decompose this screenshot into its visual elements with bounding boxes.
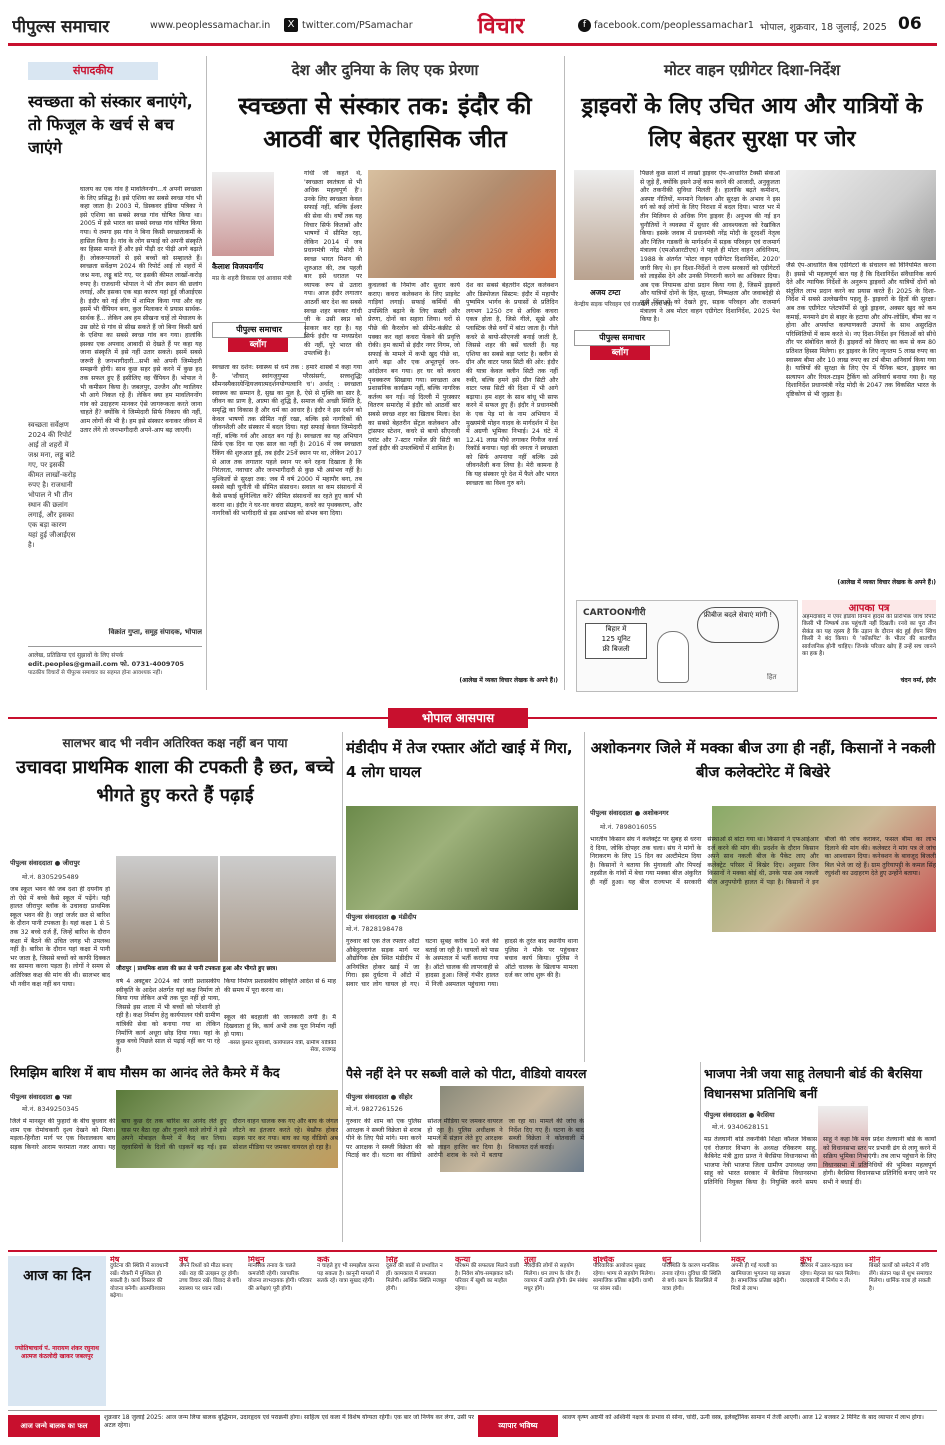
bhopal-section-label: भोपाल आसपास <box>388 708 528 728</box>
vyapar-text: श्रावण कृष्ण अष्टमी को अश्विनी नक्षत्र के प्रभाव से सोना, चांदी, ऊनी वस्त्र, इलेक्ट्रॉनिक सामान में तेजी आएगी। आज 12 बजकर 2 मिनिट के बाद व्यापार में लाभ होगा। <box>562 1414 924 1421</box>
horoscope-sign <box>731 1256 795 1366</box>
horoscope-sign <box>317 1256 381 1366</box>
horoscope-sign-name: वृष <box>179 1256 189 1264</box>
story2-brand: पीपुल्स समाचार <box>574 330 670 346</box>
editorial-footer-disclaimer: पाठकीय विचारों से पीपुल्स समाचार का सहमत होना आवश्यक नहीं। <box>28 670 163 676</box>
divider <box>206 56 207 690</box>
story1-headline: स्वच्छता से संस्कार तक: इंदौर की आठवीं बार ऐतिहासिक जीत <box>238 92 532 153</box>
horoscope-astrologer: ज्योतिषाचार्य पं. नारायण शंकर रघुनाथ आत्मज कंठलोदी खाकर जबलपुर <box>15 1345 99 1360</box>
story1-col-c: कुचलकों के निर्माण और सुधार कार्य कराए। कचरा कलेक्शन के लिए प्राइवेट गाड़ियां लगाई। सफाई कर्मियों की उपस्थिति बढ़ाने के लिए सख्ती और प्रेरणा, दोनों का सहारा लिया। घरों से पीछे की कैरलोन को सीमेंट-कंक्रीट से पक्का कर वहां कचरा फेंकने की प्रवृत्ति रोकी। हम कामों से इंदौर नगर निगम, जो सफाई के मामले में कभी खुद पीछे था, आगे बढ़ा और एक अभूतपूर्व जन-आंदोलन बन गया। हर घर को कचरा पृथक्करण सिखाया गया। स्वच्छता अब प्रशासनिक कार्यक्रम नहीं, बल्कि नागरिक कर्तव्य बन गई। नई दिल्ली में पुरस्कार वितरण समारोह में इंदौर को आठवीं बार सबसे स्वच्छ शहर का खिताब मिला। देश का सबसे बेहतरीन सेंट्रल कलेक्शन और ट्रांसफर स्टेशन, कचरे से बायो सीएनजी प्लांट और 7-स्टार गार्बेज फ्री सिटी का दर्जा इंदौर की उपलब्धियों में शामिल है। <box>368 282 460 453</box>
horoscope-grid <box>110 1256 937 1406</box>
news4-byline: पीपुल्स संवाददाता ● पन्ना <box>10 1093 72 1101</box>
news5-byline: पीपुल्स संवाददाता ● सीहोर <box>346 1093 413 1101</box>
news3-byline: पीपुल्स संवाददाता ● अशोकनगर <box>590 809 669 817</box>
news2-byline: पीपुल्स संवाददाता ● मंडीदीप <box>346 913 417 921</box>
story2-photo <box>786 170 936 260</box>
horoscope-sign-text: अपने रिश्तों को मीठा बनाए रखें। राह की उलझन दूर होगी। उच्च विचार रखें। विवाद से बचें। स्वास्थ्य पर ध्यान रखें। <box>179 1263 242 1292</box>
cartoon-board-line2: 125 यूनिट <box>601 635 631 643</box>
news1-quote: स्कूल की बदहाली की जानकारी लगी है। मैं दिखवाता हूं कि, कार्य अभी तक पूरा निर्माण नहीं हो पाया। <box>224 1014 336 1039</box>
divider <box>342 1062 343 1242</box>
vyapar-label: व्यापार भविष्य <box>478 1415 558 1437</box>
horoscope-sign-name: सिंह <box>386 1256 398 1264</box>
story1-author-name: कैलाश विजयवर्गीय <box>212 262 264 271</box>
story2-headline: ड्राइवरों के लिए उचित आय और यात्रियों के लिए बेहतर सुरक्षा पर जोर <box>581 94 923 152</box>
horoscope-sign <box>869 1256 933 1366</box>
story1-kicker: देश और दुनिया के लिए एक प्रेरणा <box>291 61 479 79</box>
news6-headline: भाजपा नेत्री जया साहू तेलघानी बोर्ड की बैरसिया विधानसभा प्रतिनिधि बनीं <box>704 1066 922 1101</box>
horoscope-sign <box>110 1256 174 1366</box>
news5-body: गुरुवार की शाम को एक पुलिस आरक्षक ने सब्जी विक्रेता से शराब पीने के लिए पैसे मांगे। मना करने पर आरक्षक ने सब्जी विक्रेता की पिटाई कर दी। घटना का वीडियो सोशल मीडिया पर जमकर वायरल हो रहा है। पुलिस अधीक्षक ने मामले में संज्ञान लेते हुए आरक्षक को लाइन हाजिर कर दिया है। आरोपी शराब के नशे में बताया जा रहा था। मामले की जांच के निर्देश दिए गए हैं। घटना के बाद सब्जी विक्रेता ने कोतवाली में शिकायत दर्ज कराई। <box>346 1118 584 1160</box>
news5-mobile: मो.नं. 9827261526 <box>346 1105 403 1113</box>
dateline: भोपाल, शुक्रवार, 18 जुलाई, 2025 <box>760 22 887 33</box>
news6-body: मप्र तेलघानी बोर्ड तकनीकी शिक्षा कौशल विकास एवं रोजगार विभाग के अध्यक्ष रविकरण साहू, कैबिनेट मंत्री द्वारा प्रान्त ने बैरसिया विधानसभा की भाजपा नेत्री भाजपा जिला ग्रामीण उपाध्यक्ष जया साहू को भारत सरकार में बैरसिया विधानसभा प्रतिनिधि नियुक्त किया है। नियुक्ति करने समय साहू ने कहा कि मध्य प्रदेश तेलघानी बोर्ड के कार्यों को विधानसभा स्तर पर प्रभावी ढंग से लागू करने में सक्रिय भूमिका निभाएंगी। तब लाभ पहुंचाने के लिए विधानसभा में प्रतिनिधियों की भूमिका महत्वपूर्ण होगी। बैरसिया विधानसभा प्रतिनिधि बनाए जाने पर सभी ने बधाई दी। <box>704 1136 936 1186</box>
story1-col-a: गांधी जी कहते थे, 'स्वच्छता स्वतंत्रता से भी अधिक महत्वपूर्ण है'। उनके लिए स्वच्छता केवल सफाई नहीं, बल्कि ईश्वर की सेवा थी। वर्षों तक यह विचार सिर्फ किताबों और भाषणों में सीमित रहा, लेकिन 2014 में जब प्रधानमंत्री नरेंद्र मोदी ने स्वच्छ भारत मिशन की शुरुआत की, तब पहली बार इसे धरातल पर व्यापक रूप से उतारा गया। आज इंदौर लगातार आठवीं बार देश का सबसे स्वच्छ शहर बनकर गांधी जी के उसी स्वप्न को साकार कर रहा है। यह सिर्फ इंदौर या मध्यप्रदेश की नहीं, पूरे भारत की उपलब्धि है। <box>304 170 362 358</box>
news1-photo-right <box>220 856 336 962</box>
horoscope-sign-name: वृश्चिक <box>593 1256 615 1264</box>
horoscope-sign-name: मीन <box>869 1256 881 1264</box>
story2-col-b: जैसे ऐप-आधारित कैब एग्रीगेटरों के संचालन को विनियमित करना है। इससे भी महत्वपूर्ण बात यह है कि दिशानिर्देश संवैधानिक कार्य देते और न्यायिक निर्देशों के अनुरूप ड्राइवरों और यात्रियों दोनों को संतुलित लाभ प्रदान करने का प्रयास करते हैं। 2025 के दिशा-निर्देश में सबसे उल्लेखनीय पहलू है- ड्राइवरों के हितों की सुरक्षा। अब तक एग्रीगेटर प्लेटफॉर्मों से जुड़े ड्राइवर, अक्सर खुद को कम कमाई, मनमाने ढंग से बाहर के हटाया और ऑप-लोडिंग, बीमा का न होना और अपर्याप्त कल्याणकारी उपायों के साथ असुरक्षित परिस्थितियों में काम करते थे। नए दिशा-निर्देश इन चिंताओं को सीधे तौर पर संबोधित करते हैं। ड्राइवरों को किराए का कम से कम 80 प्रतिशत हिस्सा मिलेगा। हर ड्राइवर के लिए न्यूनतम 5 लाख रुपए का स्वास्थ्य बीमा और 10 लाख रुपए का टर्म बीमा अनिवार्य किया गया है। यात्रियों की सुरक्षा के लिए ऐप में पैनिक बटन, ड्राइवर का सत्यापन और रियल-टाइम ट्रैकिंग को अनिवार्य बनाया गया है। यह दिशानिर्देश प्रधानमंत्री नरेंद्र मोदी के 2047 तक विकसित भारत के दृष्टिकोण से भी जुड़ता है। <box>786 262 936 398</box>
letters-box <box>802 600 936 690</box>
story1-blog-label: ब्लॉग <box>228 338 288 352</box>
horoscope-sign-text: पारिवारिक आयोजन सुखद रहेगा। भाग्य से सहयोग मिलेगा। सामाजिक प्रतिष्ठा बढ़ेगी। वाणी पर संयम रखें। <box>593 1263 655 1292</box>
horoscope-sign <box>800 1256 864 1366</box>
news1-byline: पीपुल्स संवाददाता ● जीरापुर <box>10 859 80 867</box>
editorial-signature: विक्रांत गुप्ता, समूह संपादक, भोपाल <box>108 628 202 636</box>
story2-note: (आलेख में व्यक्त विचार लेखक के अपने हैं।) <box>837 579 936 586</box>
horoscope-title-box <box>8 1256 106 1406</box>
facebook-icon: f <box>578 19 591 32</box>
horoscope-sign-name: तुला <box>524 1256 537 1264</box>
news1-mobile: मो.नं. 8305295489 <box>22 873 79 881</box>
news1-caption: जीरापुर | प्राथमिक शाला की छत से पानी टपकता हुआ और भीगते हुए छात्र। <box>116 966 278 972</box>
horoscope-sign-name: कर्क <box>317 1256 330 1264</box>
cartoon-speech-bubble: फ्रीबीज बदले सेवाएं मांगी ! <box>697 607 779 643</box>
story1-note: (आलेख में व्यक्त विचार लेखक के अपने हैं।) <box>459 677 558 684</box>
horoscope-sign-name: मेष <box>110 1256 120 1264</box>
masthead-rule <box>8 43 937 46</box>
horoscope-sign-name: कन्या <box>455 1256 471 1264</box>
horoscope-sign <box>386 1256 450 1366</box>
news5-headline: पैसे नहीं देने पर सब्जी वाले को पीटा, वीडियो वायरल <box>346 1066 587 1081</box>
news6-mobile: मो.नं. 9340628151 <box>712 1123 769 1131</box>
horoscope-sign <box>179 1256 243 1366</box>
cartoon-panel <box>576 600 798 692</box>
news4-body: जिले में मानसून की फुहारों के बीच बुधवार की शाम एक रोमांचकारी दृश्य देखने को मिला। मड़ला-हिनौता मार्ग पर एक विशालकाय बाघ सड़क किनारे आराम फरमाता नजर आया। यह बाघ कुछ देर तक बारिश का आनंद लेते हुए घास पर बैठा रहा और गुजरने वाले लोगों ने इसे अपने मोबाइल कैमरे में कैद कर लिया। रहवासियों के दिलों की धड़कनें बढ़ गईं। इस दौरान वाहन चालक रुक गए और बाघ के जंगल लौटने का इंतजार करते रहे। बेखौफ होकर सड़क पार कर गया। बाघ का यह वीडियो अब सोशल मीडिया पर जमकर वायरल हो रहा है। <box>10 1118 338 1151</box>
news6-byline: पीपुल्स संवाददाता ● बैरसिया <box>704 1111 775 1119</box>
horoscope-sign-text: परिस्थिति के कारण मानसिक तनाव रहेगा। दुविधा की स्थिति से बचें। काम के सिलसिले में यात्रा होगी। <box>662 1263 721 1292</box>
horoscope-sign-text: अपनी ही गई गलती का खामियाजा भुगतना पड़ सकता है। सामाजिक प्रतिष्ठा बढ़ेगी। मित्रों से लाभ। <box>731 1263 791 1292</box>
news1-headline: उचावदा प्राथमिक शाला की टपकती है छत, बच्चे भीगते हुए करते हैं पढ़ाई <box>16 757 334 806</box>
news2-body: गुरुवार को एक तेज रफ्तार ऑटो औबेदुल्लागंज सड़क मार्ग पर औद्योगिक क्षेत्र स्थित मंडीदीप में अनियंत्रित होकर खाई में जा गिरा। इस दुर्घटना में ऑटो में सवार चार लोग घायल हो गए। घटना सुबह करीब 10 बजे की बताई जा रही है। घायलों को पास के अस्पताल में भर्ती कराया गया है। ऑटो चालक की लापरवाही से हादसा हुआ। जिन्हें गंभीर हालत में निजी अस्पताल पहुंचाया गया। हादसे के तुरंत बाद स्थानीय थाना पुलिस ने मौके पर पहुंचकर बचाव कार्य किया। पुलिस ने ऑटो चालक के खिलाफ मामला दर्ज कर जांच शुरू की है। <box>346 938 578 988</box>
twitter-icon: X <box>284 18 298 32</box>
divider <box>700 1062 701 1242</box>
story1-author-desc: मप्र के शहरी विकास एवं आवास मंत्री <box>212 275 292 282</box>
news2-headline: मंडीदीप में तेज रफ्तार ऑटो खाई में गिरा, 4 लोग घायल <box>346 739 573 781</box>
news1-body-a: जब स्कूल भवन की जब दशा ही दयनीय हो तो ऐसे में बच्चे कैसे स्कूल में पढ़ेंगे। यही हालत जीरापुर ब्लॉक के उचावदा प्राथमिक स्कूल भवन की है। जहां जर्जर छत से बारिश के दौरान पानी टपकता है। यहां कक्षा 1 से 5 तक 32 बच्चे दर्ज हैं, जिन्हें बारिश के दौरान कक्षा में बैठने की उचित जगह भी उपलब्ध नहीं है। बारिश के दौरान यहां कक्षा में पानी भर जाता है, जिससे बच्चों को काफी दिक्कत का सामना करना पड़ता है। लोगों ने समय से अतिरिक्त कक्ष की मांग की थी। सालभर बाद भी नवीन कक्ष नहीं बन पाया। <box>10 886 110 988</box>
editorial-footer-contact: आलेख, प्रतिक्रिया एवं सुझावों के लिए संपर्क <box>28 652 124 659</box>
website-link[interactable]: www.peoplessamachar.in <box>150 20 271 31</box>
news1-body-b: वर्ष 4 अक्टूबर 2024 को जारी प्रशासकीय स्वीकृति के आदेश अंतर्गत यहां कक्ष निर्माण तो किया गया लेकिन अभी तक पूरा नहीं हो पाया, जिससे इस शाला में भी बच्चों को परेशानी हो रही है। कक्ष निर्माण हेतु कार्यपालन यंत्री ग्रामीण यांत्रिकी सेवा को बनाया गया था लेकिन निर्माणि कार्य अधूरा छोड़ दिया गया। यहां के कुछ बच्चे पिछले साल से पढ़ाई नहीं कर पा रहे हैं। <box>116 978 220 1054</box>
horoscope-sign-name: कुंभ <box>800 1256 812 1264</box>
horoscope-sign-name: मिथुन <box>248 1256 265 1264</box>
horoscope-panel <box>8 1250 937 1412</box>
story1-col-d: देश का सबसे बेहतरीन सेंट्रल कलेक्शन और डिस्पोजल सिस्टम: इंदौर में महापौर पुष्यमित्र भार्गव के प्रयासों से प्रतिदिन लगभग 1250 टन से अधिक कचरा एकत्र होता है, जिसे गीले, सूखे और प्लास्टिक जैसे वर्गों में बांटा जाता है। गीले कचरे से बायो-सीएनजी बनाई जाती है, जिससे शहर की बसें चलती हैं। यह एशिया का सबसे बड़ा प्लांट है। क्लीन से ग्रीन और वाटर प्लस सिटी की ओर: इंदौर की यात्रा केवल क्लीन सिटी तक नहीं रुकी, बल्कि हमने इसे ग्रीन सिटी और वाटर प्लस सिटी की दिशा में भी आगे बढ़ाया। हम शहर के साथ बांधू भी साफ करने में सफल हुए हैं। इंदौर ने प्रधानमंत्री के एक पेड़ मां के नाम अभियान में मुख्यमंत्री मोहन यादव के मार्गदर्शन में देश में अग्रणी भूमिका निभाई। 24 घंटे में 12.41 लाख पौधे लगाकर गिनीज वर्ल्ड रिकॉर्ड बनाया। यहां की जनता ने स्वच्छता को सिर्फ अपनाया नहीं बल्कि उसे जीवनशैली बना लिया है। मेरी कामना है कि यह संस्कार पूरे देश में फैले और भारत स्वच्छता का विश्व गुरु बने। <box>466 282 558 487</box>
editorial-footer-email[interactable]: edit.peoples@gmail.com फो. 0731-4009705 <box>28 660 185 668</box>
horoscope-sign-text: कैरियर में उतार-चढ़ाव बना रहेगा। मेहनत का फल मिलेगा। जल्दबाजी में निर्णय न लें। <box>800 1263 860 1285</box>
horoscope-sign-name: मकर <box>731 1256 746 1264</box>
news3-body: भारतीय किसान संघ ने कलेक्ट्रेट पर सुबह से धरना दे दिया, जोकि दोपहर तक चला। संघ ने मांगों के निराकरण के लिए 15 दिन का अल्टीमेटम दिया है। किसानों ने बताया कि मुंगावली और पिपरई तहसील के गांवों में बेचा गया मक्का बीज अंकुरित ही नहीं हुआ। यह बीज राज्यभर में सरकारी संस्थाओं से बांटा गया था। किसानों ने एफआईआर दर्ज करने की मांग की। प्रदर्शन के दौरान किसान अपने साथ नकली बीज के पैकेट लाए और कलेक्ट्रेट परिसर में बिखेर दिए। अनुसार जिन किसानों ने मक्का बोई थी, उनके पास अब नकली बीज अनुपयोगी हालत में पड़ा है। किसानों ने इन बीजों की जांच कराकर, फसल बीमा का लाभ दिलाने की मांग की। कलेक्टर ने मांग पत्र ले जांच का आश्वासन दिया। कनेक्शन के बावजूद बिजली बिल भेजे जा रहे हैं। ग्राम तुरियापट्टी के कमल सिंह रघुवंशी का उदाहरण देते हुए उन्होंने बताया। <box>590 836 936 886</box>
horoscope-title: आज का दिन <box>23 1268 91 1284</box>
facebook-link[interactable]: facebook.com/peoplessamachar1 <box>594 20 754 31</box>
horoscope-sign-text: परिश्रम की सफलता मिलने वाली है। निवेश सोच-समझकर करें। परिवार में खुशी का माहौल रहेगा। <box>455 1263 519 1292</box>
divider <box>342 732 343 1062</box>
bottom-strip <box>8 1410 937 1441</box>
horoscope-sign-name: धनु <box>662 1256 672 1264</box>
news1-body-c: किया निर्माण प्रशासकीय स्वीकृति आदेश से 6 माह की समय में पूरा करना था। <box>224 978 336 994</box>
news2-photo <box>346 806 578 910</box>
divider <box>564 56 565 690</box>
horoscope-sign-text: दूसरों की बातों से प्रभावित न हों। कामकाज में सफलता मिलेगी। आर्थिक स्थिति मजबूत होगी। <box>386 1263 447 1292</box>
story1-brand: पीपुल्स समाचार <box>212 322 306 338</box>
cartoon-label: CARTOONगीरी <box>583 608 646 617</box>
editorial-footer <box>28 646 202 687</box>
story2-author-name: अजय टम्टा <box>590 288 621 297</box>
horoscope-sign <box>593 1256 657 1366</box>
masthead <box>0 0 945 52</box>
horoscope-sign-text: मानसिक तनाव के चलते कमजोरी रहेगी। व्यापारिक योजना लाभदायक होगी। परिवार की अपेक्षाएं पूरी होंगी। <box>248 1263 312 1292</box>
news4-mobile: मो.नं. 8349250345 <box>22 1105 79 1113</box>
horoscope-sign-text: बिखरे कार्यों को समेटने में रुचि लेंगे। संतान पक्ष से शुभ समाचार मिलेगा। धार्मिक यात्रा हो सकती है। <box>869 1263 932 1292</box>
story2-col-a: पिछले कुछ सालों में लाखों ड्राइवर ऐप-आधारित टैक्सी सेवाओं से जुड़े हैं, क्योंकि इसने उन्हें काम करने की आजादी, अनुकूलता और तकनीकी सुविधा मिलती है। हालांकि बढ़ते कमीशन, अस्पष्ट नीतियों, मनमाने निलंबन और सुरक्षा के अभाव ने इस वर्ग को कई लोगों के लिए निराशा में बदल दिया। भारत भर में तीन मिलियन से अधिक गिग ड्राइवर हैं। अनुभव की नई इन चुनौतियों ने व्यवस्था में सुधार की आवश्यकता को रेखांकित किया। इसके जवाब में प्रधानमंत्री नरेंद्र मोदी के दूरदर्शी नेतृत्व और नितिन गडकरी के मार्गदर्शन में सड़क परिवहन एवं राजमार्ग मंत्रालय (एमओआरटीएच) ने पहले ही मोटर वाहन अधिनियम, 1988 के अंतर्गत 'मोटर वाहन एग्रीगेटर दिशानिर्देश, 2020' जारी किए थे। इन दिशा-निर्देशों ने राज्य सरकारों को एग्रीगेटरों को लाइसेंस देने और उनकी निगरानी करने का अधिकार दिया। अब एक नियामक ढांचा प्रदान किया गया है, जिसमें ड्राइवरों और यात्रियों दोनों के हित, सुरक्षा, निष्पक्षता और जवाबदेही से जुड़ी चिंताओं को देखते हुए, सड़क परिवहन और राजमार्ग मंत्रालय ने अब मोटर वाहन एग्रीगेटर दिशानिर्देश, 2025 पेश किया है। <box>640 170 780 324</box>
news1-quote-by: -बसंत कुमार सूर्यवंशी, कार्यपालन यंत्री, ग्रामीण यांत्रिकी सेवा, राजगढ़ <box>227 1040 336 1053</box>
masthead-logo[interactable]: पीपुल्स समाचार <box>12 17 110 37</box>
horoscope-sign-text: न चाहते हुए भी समझौता करना पड़ सकता है। कानूनी मामलों में सतर्क रहें। यात्रा सुखद रहेगी। <box>317 1263 380 1285</box>
birthday-text: शुक्रवार 18 जुलाई 2025: आज जन्म लिया बालक बुद्धिमान, उदारहृदय एवं पराक्रमी होगा। साहित्य एवं कला में विशेष योग्यता रहेगी। एक बार जो निर्णय कर लेगा, उसी पर अटल रहेगा। <box>104 1414 474 1429</box>
author-photo-story1 <box>212 172 274 256</box>
cartoon-artist: हित <box>767 673 777 681</box>
letters-author: चंदन वर्मा, इंदौर <box>900 677 936 684</box>
news3-mobile: मो.नं. 7898016055 <box>600 823 657 831</box>
news3-headline: अशोकनगर जिले में मक्का बीज उगा ही नहीं, किसानों ने नकली बीज कलेक्टोरेट में बिखेरे <box>590 739 936 781</box>
story2-author-desc: केन्द्रीय सड़क परिवहन एवं राजमार्ग राज्य मंत्री <box>574 301 673 308</box>
horoscope-sign <box>662 1256 726 1366</box>
news1-kicker: सालभर बाद भी नवीन अतिरिक्त कक्ष नहीं बन पाया <box>62 736 288 750</box>
story2-kicker: मोटर वाहन एग्रीगेटर दिशा-निर्देश <box>663 61 841 79</box>
author-photo-story2 <box>574 170 634 280</box>
horoscope-sign <box>524 1256 588 1366</box>
news2-mobile: मो.नं. 7828198478 <box>346 925 403 933</box>
section-title: विचार <box>477 14 525 39</box>
cartoon-board-line1: बिहार में <box>605 625 627 633</box>
editorial-label: संपादकीय <box>28 62 158 80</box>
story1-col-b: स्वच्छता का दर्शन: स्वास्थ्य से धर्म तक : हमारे शास्त्रों में कहा गया है- 'शौचात् स्वांगजुगुप्सा परैरसंसर्गः, सत्त्वशुद्धिः सौमनस्यैकाग्र्येन्द्रियजयात्मदर्शनयोग्यत्वानि च'। अर्थात् : स्वच्छता स्वास्थ्य का सम्मान है, सुख का मूल है, ऐसे से मुक्ति का सार है, जीवन का प्राण है, आत्मा की शुद्धि है, समाज की अच्छी स्थिति है, समृद्धि का विकास है और धर्म का आधार है। इंदौर ने इस दर्शन को केवल भाषणों तक सीमित नहीं रखा, बल्कि इसे नागरिकों की जीवनशैली और संस्कार में बदल दिया। यहां सफाई केवल जिम्मेदारी नहीं, बल्कि गर्व और आदत बन गई है। स्वच्छता का यह अभियान सिर्फ एक दिन या एक साल का नहीं है। 2016 में जब स्वच्छता रैंकिंग की शुरुआत हुई, तब इंदौर 25वें स्थान पर था, लेकिन 2017 से आज तक लगातार पहले स्थान पर बने रहना दिखाता है कि निरंतरता, नवाचार और जनभागीदारी से कुछ भी असंभव नहीं है। मुश्किलों से सुरक्षा तक: जब मैं वर्ष 2000 में महापौर बना, तब सबसे बड़ी चुनौती थी सीमित संसाधन। सवाल था कम संसाधनों में कैसे सफाई सुनिश्चित करें? सीमित संसाधनों का रहते हुए कार्य भी करना था। इंदौर ने घर-घर कचरा संग्रहण, कचरे का पृथक्करण, और नागरिकों की भागीदारी से इस असंभव को संभव बना दिया। <box>212 364 362 518</box>
news4-headline: रिमझिम बारिश में बाघ मौसम का आनंद लेते कैमरे में कैद <box>10 1066 280 1081</box>
horoscope-sign-text: नजदीकी लोगों से सहयोग मिलेगा। धन लाभ के योग हैं। व्यापार में उन्नति होगी। प्रेम संबंध मधुर होंगे। <box>524 1263 588 1292</box>
cartoon-board <box>585 623 647 659</box>
section-band <box>8 708 937 728</box>
editorial-headline: स्वच्छता को संस्कार बनाएंगे, तो फिजूल के खर्च से बच जाएंगे <box>28 92 193 157</box>
cartoon-figure <box>657 631 689 683</box>
letters-title: आपका पत्र <box>802 600 936 614</box>
editorial-body: घालय का एक गांव है मावलिननोंग...ये अपनी स्वच्छता के लिए प्रसिद्ध है। इसे एशिया का सबसे स्वच्छ गांव भी कहा जाता है। 2003 में, डिस्कवर इंडिया पत्रिका ने इसे एशिया का सबसे स्वच्छ गांव घोषित किया था। 2005 में इसे भारत का सबसे स्वच्छ गांव घोषित किया गया। ये तमगा इस गांव ने बिना किसी स्वच्छताकर्मी के हासिल किया है। गांव के लोग सफाई को अपनी संस्कृति का हिस्सा मानते हैं और इसे पीढ़ी दर पीढ़ी आगे बढ़ाते हैं। लोकरूपायलों से इसे बच्चों को सम्हालते हैं। स्वच्छता सर्वेक्षण 2024 की रिपोर्ट आई तो शहरों में जश्न मना, लड्डू बांटे गए, पर इसकी कीमत लाखों-करोड़ रुपए है। राजधानी भोपाल ने भी तीन स्थान की छलांग लगाई, और इसका एक बड़ा कारण यहां हुई जीआईएस है। इंदौर को नई लीग में शामिल किया गया और वह इसमें भी चैंपियन बना, कुल मिलाकर ये प्रयास सार्थक-सार्थक हैं... लेकिन अब हम सीखना चाहें तो मेघालय के उस छोटे से गांव से सीख सकते हैं जो बिना किसी खर्च के एशिया का सबसे स्वच्छ गांव बन गया। हालांकि इसका एक अपवाद आबादी से देखते हैं पर कहा यह जाना संस्कृति में इसे नहीं उतार सकते। इसमें सबसे जरूरी है जनभागीदारी...सभी को अपनी जिम्मेदारी समझनी होगी। साथ कुछ सहर इसे करने में कुछ हद तक सफल हुए हैं इसीलिए वह चैंपियन हैं। भोपाल ने भी कमीसन किया है। जबलपुर, उज्जैन और ग्वालियर भी आगे निकल रहे हैं। लेकिन क्या हम मावलिननोंग गांव को उदाहरण मानकर ऐसे जागरूकता करते जाना चाहते हैं? क्योंकि ये जिम्मेदारी सिर्फ निकाय की नहीं, आम लोगों की भी है। हम इसे संस्कार बनाकर जीवन में उतार लेंगे तो जनभागीदारी अपने-आप बढ़ जाएगी। <box>80 186 202 434</box>
birthday-label: आज जन्मे बालक का फल <box>8 1415 100 1437</box>
horoscope-sign <box>455 1256 519 1366</box>
page-number: 06 <box>898 14 922 34</box>
news1-photo-left <box>116 856 218 962</box>
letters-body: अहमदाबाद में एयर इंडिया विमान हादसे की प्रारंभिक जांच रिपोर्ट किसी भी निष्कर्ष तक पहुंचती नहीं दिखती। रनवे का पूरा तीन सेकंड का यह रहस्य है कि उड़ान के दौरान बंद हुई ईंधन स्विच किसी ने बंद किया। ये 'कॉकपिट' के भीतर की बातचीत सार्वजनिक होनी चाहिए। जिनके परिवार खोए हैं उन्हें सच जानने का हक है। <box>802 614 936 658</box>
story2-blog-label: ब्लॉग <box>590 346 650 360</box>
cartoon-board-line3: फ्री बिजली <box>602 645 630 653</box>
divider <box>584 732 585 1062</box>
horoscope-sign <box>248 1256 312 1366</box>
twitter-link[interactable]: twitter.com/PSamachar <box>302 20 413 31</box>
story1-photo <box>368 170 556 278</box>
editorial-sidebar-note: स्वच्छता सर्वेक्षण 2024 की रिपोर्ट आई तो शहरों में जश्न मना, लड्डू बांटे गए, पर इसकी कीमत लाखों-करोड़ रुपए है। राजधानी भोपाल ने भी तीन स्थान की छलांग लगाई, और इसका एक बड़ा कारण यहां हुई जीआईएस है। <box>28 421 76 549</box>
horoscope-sign-text: दुर्घटना की स्थिति में सावधानी रखें। नौकरी में मुश्किल हो सकती है। कार्य विस्तार की योजना बनेगी। आत्मविश्वास बढ़ेगा। <box>110 1263 169 1300</box>
